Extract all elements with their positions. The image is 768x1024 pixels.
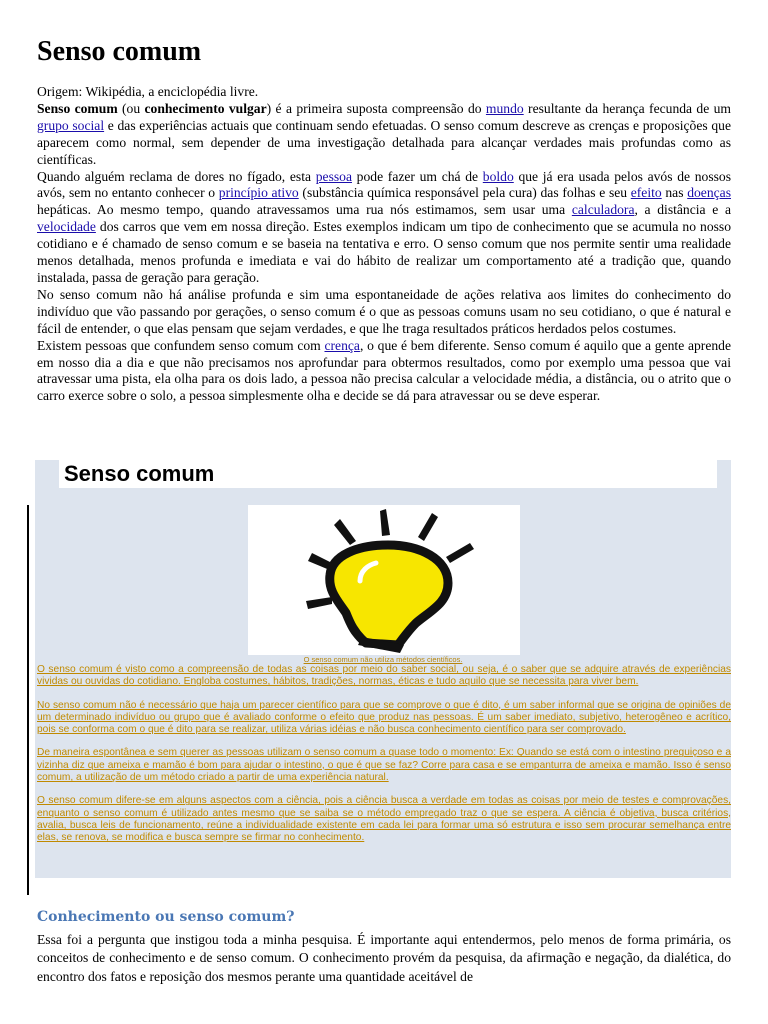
- text-run: nas: [661, 185, 688, 201]
- text-run: e das experiências actuais que continuam sendo efetuadas. O senso comum descreve as crenças e proposições que aparecem como normal, sem depender de uma investigação detalhada para alcançar verdades mais profundas como as científicas.: [37, 117, 731, 167]
- lightbulb-icon: [248, 505, 520, 655]
- text-run: hepáticas. Ao mesmo tempo, quando atravessamos uma rua nós estimamos, sem usar uma: [37, 202, 572, 218]
- origin-line: Origem: Wikipédia, a enciclopédia livre.: [37, 84, 259, 99]
- box-paragraph-3[interactable]: De maneira espontânea e sem querer as pessoas utilizam o senso comum a quase todo o momento: Ex: Quando se está com o intestino preguiçoso e a vizinha diz que ameixa e mamão é bom para ajudar o intestino, o que é que se faz? Corre para casa e se empanturra de ameixa e mamão. Isso é senso comum, a utilização de um método criado a partir de uma experiência natural.: [37, 747, 731, 784]
- box-title: Senso comum: [64, 461, 215, 486]
- text-run: Existem pessoas que confundem senso comum com: [37, 337, 325, 353]
- text-run: que já era usada pelos avós de nossos avós, sem no entanto conhecer o: [37, 168, 731, 201]
- text-run: resultante da herança fecunda de um: [523, 100, 731, 116]
- margin-bar: [27, 505, 29, 895]
- link-crenca[interactable]: crença: [324, 337, 360, 353]
- text-run: dos carros que vem em nossa direção. Estes exemplos indicam um tipo de conhecimento que se acumula no nosso cotidiano e é chamado de senso comum e se baseia na tentativa e erro. O senso comum que nos permite sentir uma realidade menos detalhada, menos profunda e imediata e vai do hábito de realizar um comportamento até a tradição que, quando instalada, passa de geração para geração.: [37, 219, 731, 285]
- box-paragraph-2[interactable]: No senso comum não é necessário que haja um parecer científico para que se comprove o que é dito, é um saber informal que se origina de opiniões de um determinado indivíduo ou grupo que é avaliado conforme o efeito que produz nas pessoas. É um saber imediato, subjetivo, heterogêneo e acrítico, pois se conforma com o que é dito para se realizar, utiliza várias idéias e não busca conhecimento científico para ser comprovado.: [37, 699, 731, 736]
- section-heading: Conhecimento ou senso comum?: [37, 909, 295, 925]
- text-run: pode fazer um chá de: [351, 168, 483, 184]
- link-principio-ativo[interactable]: princípio ativo: [218, 185, 299, 201]
- box-paragraph-1[interactable]: O senso comum é visto como a compreensão de todas as coisas por meio do saber social, ou seja, é o saber que se adquire através de experiências vividas ou ouvidas do cotidiano. Engloba costumes, hábitos, tradições, normas, éticas e tudo aquilo que se necessita para viver bem.: [37, 664, 731, 688]
- link-mundo[interactable]: mundo: [485, 100, 524, 116]
- link-doencas[interactable]: doenças: [687, 185, 731, 201]
- text-run: ) é a primeira suposta compreensão do: [266, 100, 486, 116]
- link-grupo-social[interactable]: grupo social: [37, 117, 105, 133]
- text-run: Quando alguém reclama de dores no fígado, esta: [37, 168, 316, 184]
- paragraph-2: [37, 169, 731, 287]
- link-boldo[interactable]: boldo: [482, 168, 514, 184]
- paragraph-4: [37, 338, 731, 406]
- link-calculadora[interactable]: calculadora: [571, 202, 635, 218]
- bold-term: Senso comum: [37, 100, 118, 116]
- bold-term: conhecimento vulgar: [144, 100, 267, 116]
- box-text: [37, 664, 731, 845]
- paragraph-3: No senso comum não há análise profunda e sim uma espontaneidade de ações relativa aos limites do conhecimento do indivíduo que vão passando por gerações, o senso comum é o que as pessoas comuns usam no seu cotidiano, o que é natural e fácil de entender, o que elas pensam que sejam verdades, e que lhe traga resultados práticos herdados pelos costumes.: [37, 286, 731, 336]
- text-run: (substância química responsável pela cura) das folhas e seu: [298, 185, 631, 201]
- link-velocidade[interactable]: velocidade: [37, 219, 96, 235]
- page-title: Senso comum: [37, 36, 202, 67]
- link-pessoa[interactable]: pessoa: [315, 168, 352, 184]
- image-caption[interactable]: O senso comum não utiliza métodos científicos.: [303, 655, 463, 664]
- text-run: (ou: [117, 100, 145, 116]
- section-2: [37, 931, 731, 986]
- section-2-paragraph: Essa foi a pergunta que instigou toda a minha pesquisa. É importante aqui entendermos, pelo menos de forma primária, os conceitos de conhecimento e de senso comum. O conhecimento provém da pesquisa, da afirmação e negação, da dialética, do encontro dos fatos e reposição dos mesmos perante uma quantidade aceitável de: [37, 932, 731, 984]
- link-efeito[interactable]: efeito: [630, 185, 662, 201]
- text-run: , a distância e a: [634, 202, 731, 218]
- intro-section: [37, 84, 731, 405]
- box-paragraph-4[interactable]: O senso comum difere-se em alguns aspectos com a ciência, pois a ciência busca a verdade em todas as coisas por meio de testes e comprovações, enquanto o senso comum é utilizado antes mesmo que se saiba se o método empregado traz o que se espera. A ciência é objetiva, busca critérios, avalia, busca leis de funcionamento, reúne a individualidade existente em cada lei para formar uma só estrutura e isso sem procurar semelhança entre elas, se renova, se modifica e busca sempre se firmar no conhecimento.: [37, 795, 731, 844]
- text-run: , o que é bem diferente. Senso comum é aquilo que a gente aprende em nosso dia a dia e que não precisamos nos aprofundar para obtermos resultados, como por exemplo uma pessoa que vai atravessar uma pista, ela olha para os dois lado, a pessoa não precisa calcular a velocidade média, a distância, ou o atrito que o carro exerce sobre o solo, a pessoa simplesmente olha e decide se dá para atravessar ou se deve esperar.: [37, 337, 731, 404]
- paragraph-1: [37, 101, 731, 169]
